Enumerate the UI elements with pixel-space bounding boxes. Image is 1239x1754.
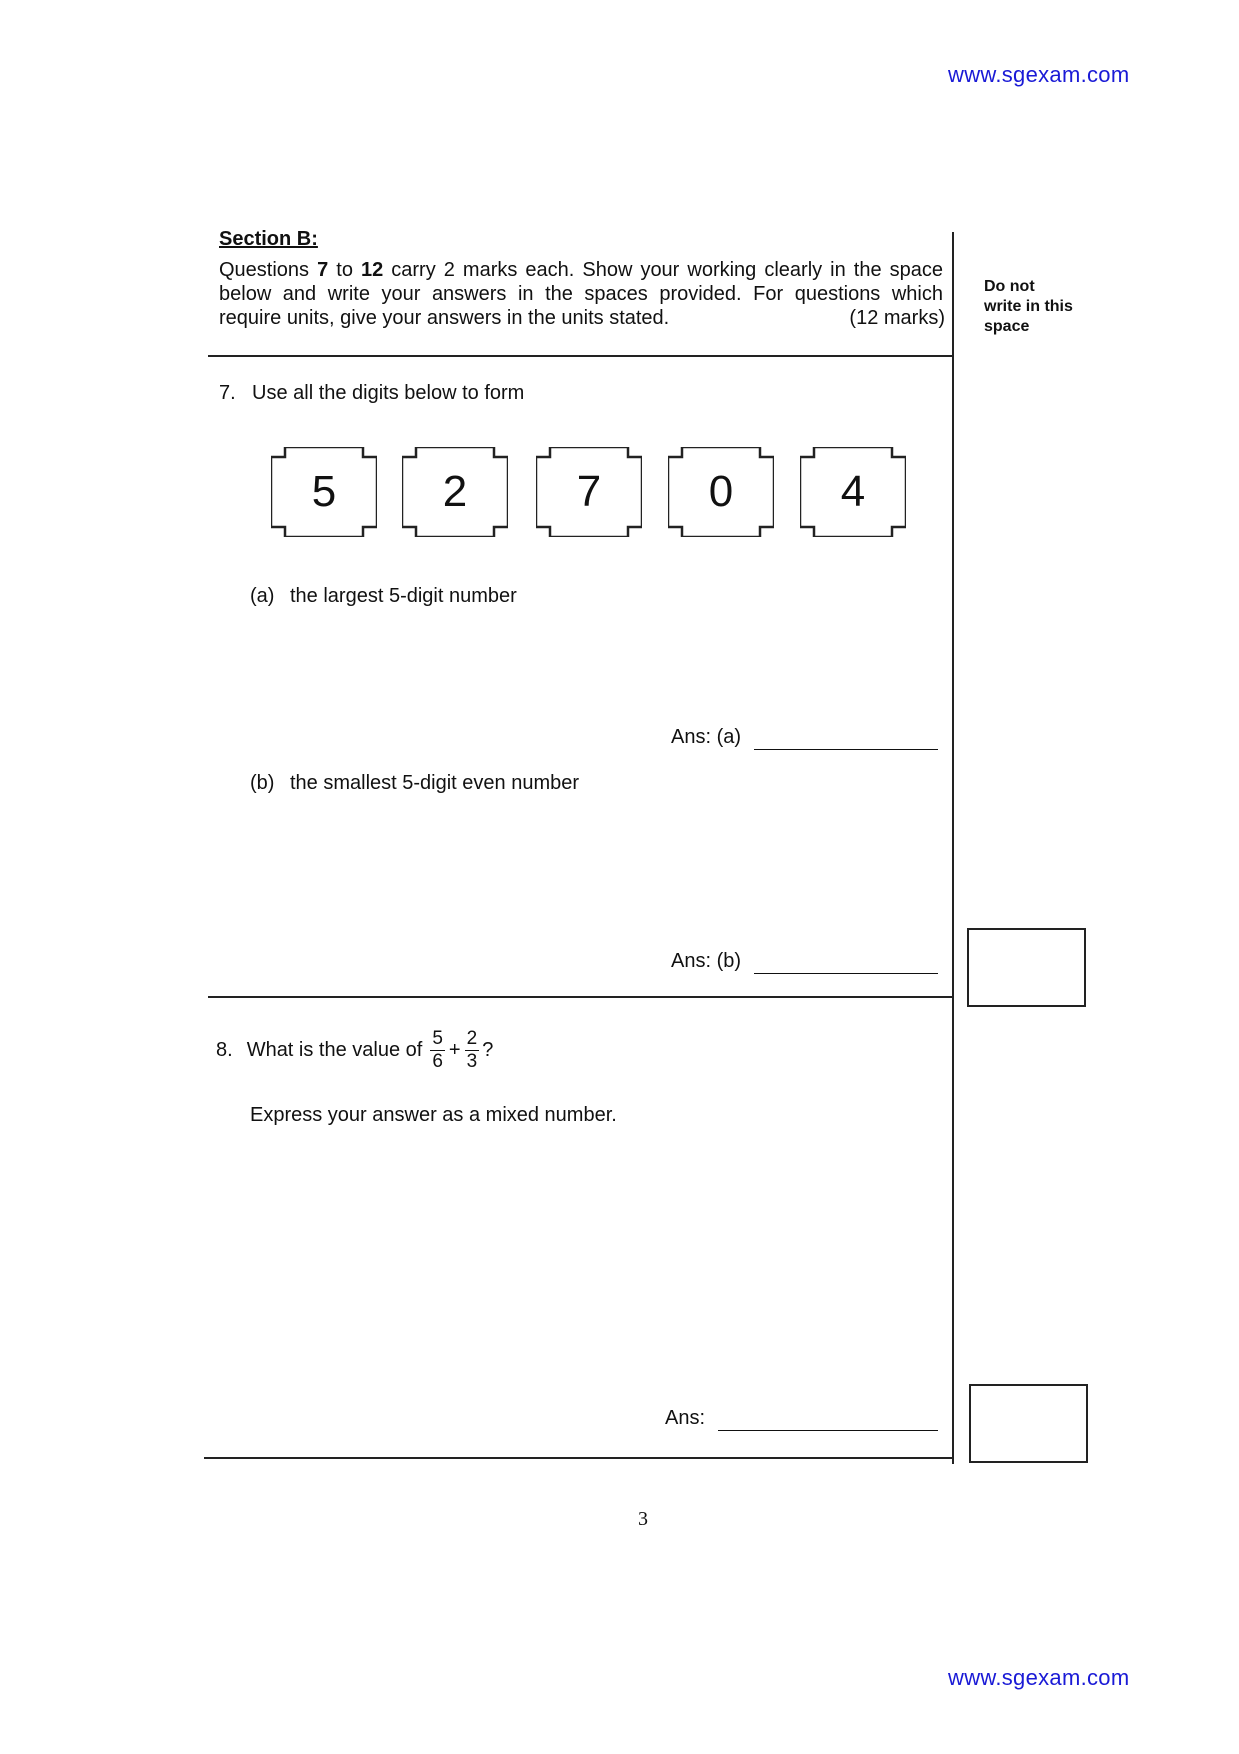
q7-text: Use all the digits below to form [252,382,525,404]
q7a-text: the largest 5-digit number [290,585,517,607]
q7a-answer-line[interactable] [754,749,938,750]
section-marks: (12 marks) [849,307,945,329]
q7a-label: (a) [250,585,275,607]
section-title: Section B: [219,228,318,250]
digit-card-value: 4 [840,467,866,516]
q8-marks-box[interactable] [969,1384,1088,1463]
q8-number: 8. [216,1039,233,1061]
digit-card-value: 7 [576,467,602,516]
instr-text-1: Questions [219,259,318,281]
margin-note [984,277,1073,337]
q8-question [216,1028,493,1073]
margin-note-line-3: space [984,318,1030,335]
bottom-divider [204,1457,954,1459]
fraction-2-3 [465,1028,480,1073]
digit-card-7 [536,447,642,537]
frac1-den: 6 [432,1051,443,1072]
q8-answer-line[interactable] [718,1430,938,1431]
digit-card-2 [402,447,508,537]
fraction-5-6 [430,1028,445,1073]
margin-note-line-2: write in this [984,298,1073,315]
q7-number: 7. [219,382,236,404]
frac1-num: 5 [432,1028,443,1049]
watermark-bottom: www.sgexam.com [948,1665,1130,1690]
q7b-text: the smallest 5-digit even number [290,772,580,794]
q7b-ans-label: Ans: (b) [671,950,742,972]
q8-instruction: Express your answer as a mixed number. [250,1104,617,1126]
margin-divider [952,232,954,1464]
q7a-ans-label: Ans: (a) [671,726,742,748]
watermark-top: www.sgexam.com [948,62,1130,87]
question-divider [208,996,954,998]
page-number: 3 [638,1508,648,1530]
digit-card-0 [668,447,774,537]
instr-q-from: 7 [317,259,329,281]
q7b-label: (b) [250,772,275,794]
instr-q-to: 12 [360,259,384,281]
q8-ans-label: Ans: [665,1407,706,1429]
instr-text-3: carry 2 marks each. Show your working clearly in the space below and write your answers in the spaces provided. For questions which require units, give your answers in the units stated. [219,259,943,329]
section-divider [208,355,954,357]
digit-card-value: 0 [708,467,734,516]
digit-card-value: 2 [442,467,468,516]
q7-marks-box[interactable] [967,928,1086,1007]
q7b-answer-line[interactable] [754,973,938,974]
digit-card-5 [271,447,377,537]
q8-text: What is the value of [246,1039,423,1061]
frac2-num: 2 [466,1028,478,1049]
digit-card-value: 5 [311,467,337,516]
frac2-den: 3 [466,1051,478,1072]
instr-text-2: to [328,259,361,281]
digit-card-4 [800,447,906,537]
plus-sign: + [448,1039,461,1061]
question-mark: ? [482,1039,494,1061]
margin-note-line-1: Do not [984,278,1035,295]
